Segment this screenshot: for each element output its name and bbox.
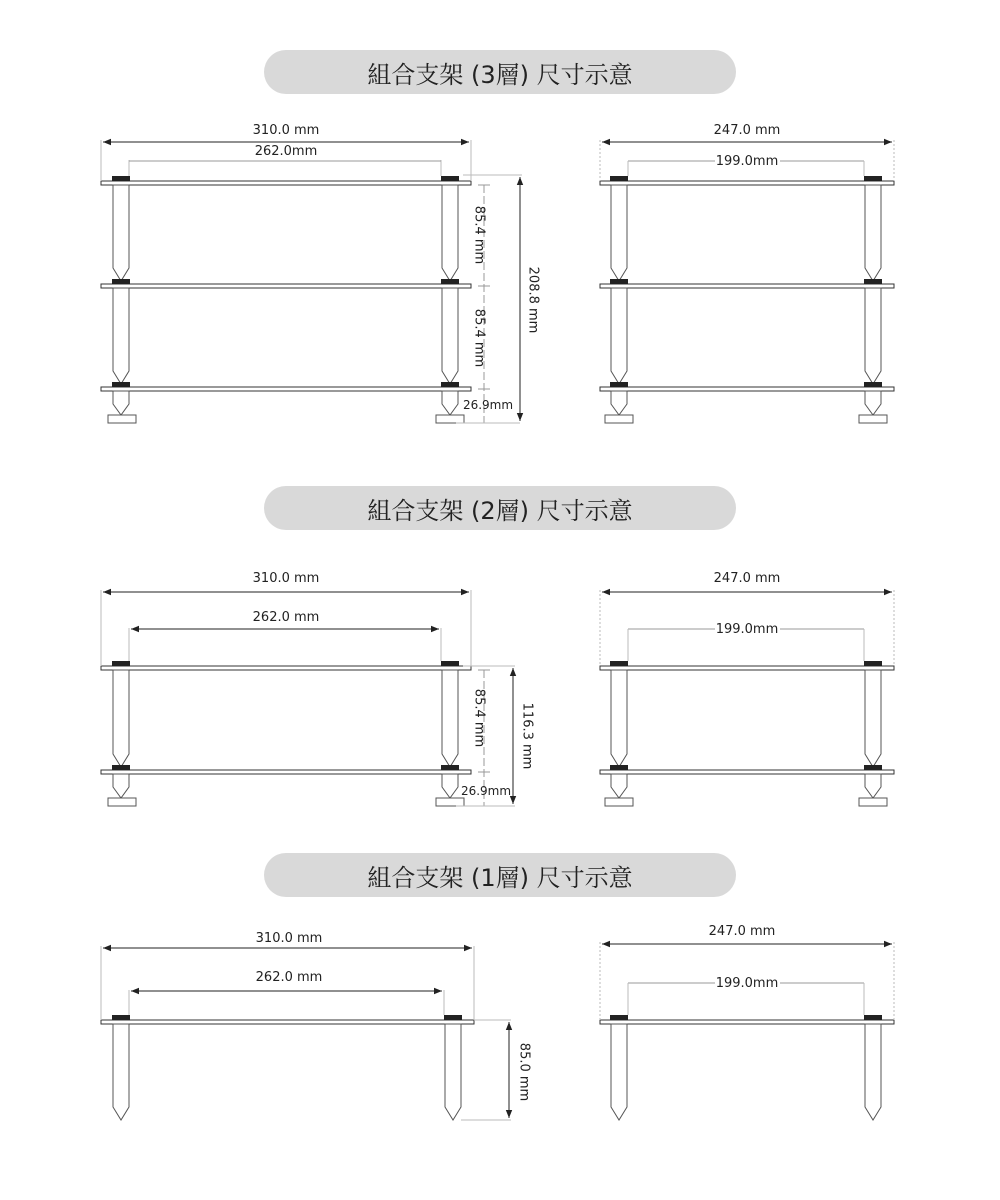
side-view-2-tier: [600, 571, 894, 806]
inner-width-label: 262.0 mm: [252, 610, 320, 625]
overall-depth-label: 247.0 mm: [708, 924, 776, 939]
left-pillar: [112, 1015, 130, 1120]
shelf-bottom: [101, 770, 471, 774]
inner-width-label: 262.0mm: [254, 144, 318, 159]
right-pillar: [864, 1015, 882, 1120]
total-height-label: 116.3 mm: [519, 702, 535, 770]
tier-height-1-label: 85.4 mm: [471, 688, 487, 748]
right-pillar: [859, 661, 887, 806]
side-view-3-tier: [600, 123, 894, 423]
tier-height-1-label: 85.4 mm: [471, 205, 487, 265]
section-title-2-tier: 組合支架 (2層) 尺寸示意: [264, 486, 736, 530]
foot-height-label: 26.9mm: [462, 398, 514, 412]
inner-depth-label: 199.0mm: [715, 154, 779, 169]
shelf-top: [101, 666, 471, 670]
left-pillar: [108, 176, 136, 423]
shelf-bottom: [101, 387, 471, 391]
side-view-1-tier: [600, 924, 894, 1120]
left-pillar: [605, 176, 633, 423]
overall-width-label: 310.0 mm: [255, 931, 323, 946]
right-pillar: [436, 176, 464, 423]
tier-height-2-label: 85.4 mm: [471, 308, 487, 368]
section-title-3-tier: 組合支架 (3層) 尺寸示意: [264, 50, 736, 94]
left-pillar: [610, 1015, 628, 1120]
left-pillar: [605, 661, 633, 806]
left-pillar: [108, 661, 136, 806]
overall-width-label: 310.0 mm: [252, 123, 320, 138]
front-view-3-tier: [101, 123, 541, 423]
total-height-label: 85.0 mm: [516, 1042, 532, 1102]
right-pillar: [444, 1015, 462, 1120]
right-pillar: [436, 661, 464, 806]
front-view-2-tier: [101, 571, 535, 806]
shelf-middle: [101, 284, 471, 288]
inner-depth-label: 199.0mm: [715, 976, 779, 991]
shelf-middle: [600, 284, 894, 288]
total-height-label: 208.8 mm: [525, 266, 541, 334]
overall-depth-label: 247.0 mm: [713, 571, 781, 586]
inner-width-label: 262.0 mm: [255, 970, 323, 985]
inner-depth-label: 199.0mm: [715, 622, 779, 637]
overall-depth-label: 247.0 mm: [713, 123, 781, 138]
right-pillar: [859, 176, 887, 423]
shelf-top: [101, 181, 471, 185]
overall-width-label: 310.0 mm: [252, 571, 320, 586]
section-title-1-tier: 組合支架 (1層) 尺寸示意: [264, 853, 736, 897]
shelf-top: [600, 181, 894, 185]
front-view-1-tier: [101, 931, 532, 1120]
shelf-bottom: [600, 770, 894, 774]
shelf-top: [600, 666, 894, 670]
shelf-bottom: [600, 387, 894, 391]
shelf-top: [101, 1020, 474, 1024]
foot-height-label: 26.9mm: [460, 784, 512, 798]
shelf-top: [600, 1020, 894, 1024]
